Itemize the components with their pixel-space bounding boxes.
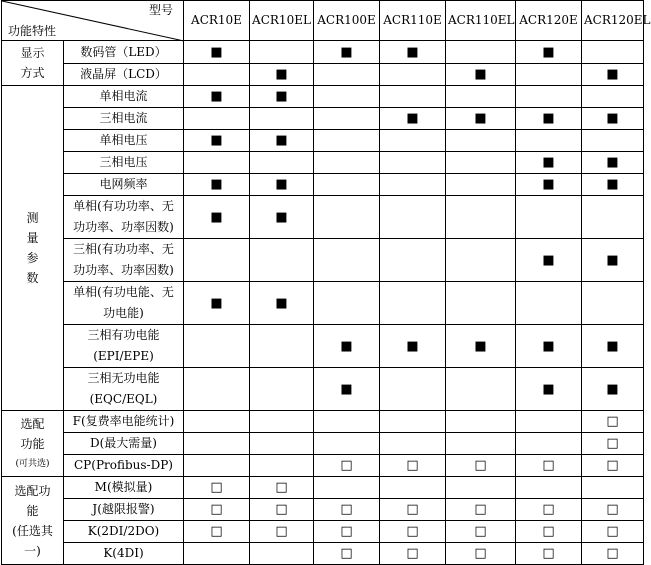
support-cell-acr10el — [250, 130, 314, 152]
standard-feature-mark: ■ — [275, 89, 288, 104]
standard-feature-mark: ■ — [210, 133, 223, 148]
standard-feature-mark: ■ — [606, 155, 619, 170]
support-cell-acr100e — [314, 108, 380, 130]
support-cell-acr110e — [380, 196, 446, 239]
support-cell-acr110e — [380, 433, 446, 455]
support-cell-acr10el — [250, 368, 314, 411]
support-cell-acr10el — [250, 41, 314, 64]
table-row — [2, 325, 644, 368]
feature-name-cell: 数码管（LED） — [64, 41, 184, 64]
feature-name-line: 单相(有功电能、无 — [73, 285, 174, 299]
table-row — [2, 433, 644, 455]
support-cell-acr100e — [314, 64, 380, 86]
optional-feature-mark: □ — [606, 414, 619, 429]
standard-feature-mark: ■ — [542, 381, 555, 397]
support-cell-acr120e — [516, 41, 582, 64]
support-cell-acr10e — [184, 282, 250, 325]
support-cell-acr110e — [380, 282, 446, 325]
support-cell-acr10e — [184, 543, 250, 565]
optional-feature-mark: □ — [542, 546, 555, 561]
support-cell-acr100e — [314, 196, 380, 239]
group-display-mode-label-line: 显示 — [20, 46, 45, 60]
support-cell-acr100e — [314, 433, 380, 455]
support-cell-acr120el — [582, 108, 644, 130]
feature-name-line: 三相无功电能 — [87, 371, 160, 385]
model-header-acr10el: ACR10EL — [250, 1, 314, 41]
support-cell-acr10e — [184, 196, 250, 239]
group-optional-choose-one-cell — [2, 477, 64, 565]
support-cell-acr10el — [250, 108, 314, 130]
support-cell-acr120e — [516, 543, 582, 565]
support-cell-acr110e — [380, 41, 446, 64]
support-cell-acr110e — [380, 239, 446, 282]
feature-name-cell: K(4DI) — [64, 543, 184, 565]
support-cell-acr120el — [582, 41, 644, 64]
support-cell-acr10e — [184, 433, 250, 455]
support-cell-acr100e — [314, 130, 380, 152]
standard-feature-mark: ■ — [474, 111, 487, 126]
optional-feature-mark: □ — [275, 480, 288, 495]
standard-feature-mark: ■ — [606, 67, 619, 82]
support-cell-acr110e — [380, 543, 446, 565]
support-cell-acr120el — [582, 64, 644, 86]
support-cell-acr110el — [446, 108, 516, 130]
table-row — [2, 64, 644, 86]
support-cell-acr110e — [380, 368, 446, 411]
group-optional-combinable-cell — [2, 411, 64, 477]
support-cell-acr10e — [184, 41, 250, 64]
support-cell-acr110e — [380, 521, 446, 543]
table-row — [2, 130, 644, 152]
optional-feature-mark: □ — [340, 524, 353, 539]
support-cell-acr100e — [314, 368, 380, 411]
support-cell-acr10e — [184, 368, 250, 411]
support-cell-acr120el — [582, 86, 644, 108]
support-cell-acr120el — [582, 499, 644, 521]
model-header-acr110el: ACR110EL — [446, 1, 516, 41]
standard-feature-mark: ■ — [275, 133, 288, 148]
optional-feature-mark: □ — [210, 502, 223, 517]
support-cell-acr110e — [380, 499, 446, 521]
support-cell-acr110el — [446, 196, 516, 239]
support-cell-acr120el — [582, 521, 644, 543]
optional-feature-mark: □ — [474, 546, 487, 561]
support-cell-acr120el — [582, 130, 644, 152]
support-cell-acr110e — [380, 64, 446, 86]
support-cell-acr120e — [516, 325, 582, 368]
support-cell-acr10e — [184, 86, 250, 108]
support-cell-acr100e — [314, 152, 380, 174]
feature-name-cell: 三相电压 — [64, 152, 184, 174]
support-cell-acr100e — [314, 499, 380, 521]
support-cell-acr110e — [380, 411, 446, 433]
support-cell-acr10e — [184, 239, 250, 282]
model-header-acr100e: ACR100E — [314, 1, 380, 41]
support-cell-acr110el — [446, 282, 516, 325]
optional-feature-mark: □ — [406, 546, 419, 561]
support-cell-acr100e — [314, 282, 380, 325]
support-cell-acr110el — [446, 174, 516, 196]
support-cell-acr120el — [582, 543, 644, 565]
optional-feature-mark: □ — [542, 458, 555, 473]
standard-feature-mark: ■ — [606, 338, 619, 354]
table-row — [2, 499, 644, 521]
standard-feature-mark: ■ — [542, 177, 555, 192]
feature-name-cell: 电网频率 — [64, 174, 184, 196]
table-row — [2, 108, 644, 130]
table-row — [2, 196, 644, 239]
support-cell-acr10el — [250, 64, 314, 86]
optional-feature-mark: □ — [406, 524, 419, 539]
support-cell-acr120el — [582, 433, 644, 455]
support-cell-acr110e — [380, 152, 446, 174]
support-cell-acr10el — [250, 239, 314, 282]
support-cell-acr100e — [314, 239, 380, 282]
table-row — [2, 368, 644, 411]
support-cell-acr110el — [446, 152, 516, 174]
support-cell-acr120el — [582, 174, 644, 196]
support-cell-acr10el — [250, 433, 314, 455]
optional-feature-mark: □ — [606, 458, 619, 473]
support-cell-acr10e — [184, 130, 250, 152]
standard-feature-mark: ■ — [606, 111, 619, 126]
support-cell-acr10e — [184, 152, 250, 174]
support-cell-acr110e — [380, 130, 446, 152]
feature-name-cell: 单相电压 — [64, 130, 184, 152]
standard-feature-mark: ■ — [606, 177, 619, 192]
standard-feature-mark: ■ — [606, 252, 619, 268]
support-cell-acr120e — [516, 477, 582, 499]
table-row — [2, 543, 644, 565]
support-cell-acr110e — [380, 174, 446, 196]
optional-feature-mark: □ — [606, 524, 619, 539]
optional-feature-mark: □ — [340, 458, 353, 473]
support-cell-acr120el — [582, 152, 644, 174]
group-measurement-params-label-line: 测 — [26, 211, 39, 225]
feature-name-cell — [64, 368, 184, 411]
table-row — [2, 411, 644, 433]
support-cell-acr120e — [516, 196, 582, 239]
support-cell-acr110el — [446, 499, 516, 521]
support-cell-acr120e — [516, 130, 582, 152]
group-optional-combinable-label-line: 选配 — [20, 416, 45, 431]
standard-feature-mark: ■ — [474, 67, 487, 82]
support-cell-acr110e — [380, 86, 446, 108]
group-optional-choose-one-label-line: 能 — [26, 503, 39, 518]
support-cell-acr120el — [582, 455, 644, 477]
support-cell-acr100e — [314, 41, 380, 64]
optional-feature-mark: □ — [340, 546, 353, 561]
support-cell-acr120e — [516, 86, 582, 108]
support-cell-acr10el — [250, 152, 314, 174]
support-cell-acr10el — [250, 543, 314, 565]
optional-feature-mark: □ — [275, 524, 288, 539]
model-header-acr10e: ACR10E — [184, 1, 250, 41]
table-row — [2, 521, 644, 543]
feature-name-line: 单相(有功功率、无 — [73, 199, 174, 213]
group-optional-choose-one-label-line: 选配功 — [14, 483, 51, 498]
header-row — [2, 1, 644, 41]
feature-name-cell: J(越限报警) — [64, 499, 184, 521]
support-cell-acr100e — [314, 86, 380, 108]
support-cell-acr110el — [446, 455, 516, 477]
group-optional-combinable-label-line: (可共选) — [15, 458, 50, 469]
support-cell-acr10el — [250, 455, 314, 477]
corner-feature-label: 功能特性 — [8, 24, 57, 38]
support-cell-acr120el — [582, 196, 644, 239]
support-cell-acr120el — [582, 282, 644, 325]
model-header-acr110e: ACR110E — [380, 1, 446, 41]
optional-feature-mark: □ — [210, 480, 223, 495]
feature-name-line: 三相(有功功率、无 — [73, 242, 174, 256]
optional-feature-mark: □ — [474, 502, 487, 517]
group-optional-choose-one-label-line: (任选其 — [12, 523, 53, 538]
optional-feature-mark: □ — [606, 546, 619, 561]
feature-name-line: (EPI/EPE) — [93, 349, 154, 363]
feature-name-line: 三相有功电能 — [87, 328, 160, 342]
standard-feature-mark: ■ — [340, 44, 353, 60]
support-cell-acr120el — [582, 477, 644, 499]
standard-feature-mark: ■ — [406, 338, 419, 354]
optional-feature-mark: □ — [210, 524, 223, 539]
support-cell-acr120e — [516, 108, 582, 130]
support-cell-acr10el — [250, 174, 314, 196]
support-cell-acr120e — [516, 455, 582, 477]
table-row — [2, 152, 644, 174]
group-measurement-params-label-line: 量 — [26, 231, 39, 245]
feature-name-cell — [64, 196, 184, 239]
optional-feature-mark: □ — [606, 436, 619, 451]
standard-feature-mark: ■ — [406, 111, 419, 126]
group-optional-choose-one-label-line: 一) — [24, 543, 41, 558]
support-cell-acr120e — [516, 499, 582, 521]
standard-feature-mark: ■ — [542, 111, 555, 126]
group-display-mode-cell — [2, 41, 64, 86]
feature-name-cell — [64, 239, 184, 282]
support-cell-acr110el — [446, 477, 516, 499]
support-cell-acr120el — [582, 325, 644, 368]
support-cell-acr10e — [184, 411, 250, 433]
support-cell-acr100e — [314, 521, 380, 543]
optional-feature-mark: □ — [406, 502, 419, 517]
group-measurement-params-cell — [2, 86, 64, 411]
group-display-mode-label-line: 方式 — [20, 66, 45, 80]
support-cell-acr120el — [582, 368, 644, 411]
feature-name-cell: M(模拟量) — [64, 477, 184, 499]
optional-feature-mark: □ — [606, 502, 619, 517]
standard-feature-mark: ■ — [275, 67, 288, 82]
feature-name-line: 功电能) — [103, 306, 144, 320]
table-row — [2, 282, 644, 325]
standard-feature-mark: ■ — [275, 177, 288, 192]
standard-feature-mark: ■ — [606, 381, 619, 397]
support-cell-acr110e — [380, 455, 446, 477]
standard-feature-mark: ■ — [542, 338, 555, 354]
corner-model-label: 型号 — [148, 3, 173, 17]
support-cell-acr110el — [446, 325, 516, 368]
table-row — [2, 86, 644, 108]
standard-feature-mark: ■ — [210, 209, 223, 225]
support-cell-acr120e — [516, 282, 582, 325]
standard-feature-mark: ■ — [406, 44, 419, 60]
optional-feature-mark: □ — [542, 502, 555, 517]
optional-feature-mark: □ — [340, 502, 353, 517]
feature-name-cell: F(复费率电能统计) — [64, 411, 184, 433]
support-cell-acr10e — [184, 521, 250, 543]
support-cell-acr100e — [314, 455, 380, 477]
optional-feature-mark: □ — [406, 458, 419, 473]
table-row — [2, 41, 644, 64]
feature-name-cell: CP(Profibus-DP) — [64, 455, 184, 477]
support-cell-acr120e — [516, 521, 582, 543]
support-cell-acr100e — [314, 477, 380, 499]
support-cell-acr10el — [250, 196, 314, 239]
feature-name-line: 功功率、功率因数) — [73, 263, 174, 277]
support-cell-acr10e — [184, 174, 250, 196]
support-cell-acr110el — [446, 543, 516, 565]
standard-feature-mark: ■ — [210, 177, 223, 192]
support-cell-acr10e — [184, 325, 250, 368]
table-row — [2, 174, 644, 196]
support-cell-acr110el — [446, 130, 516, 152]
support-cell-acr110el — [446, 86, 516, 108]
support-cell-acr120e — [516, 411, 582, 433]
support-cell-acr100e — [314, 325, 380, 368]
feature-name-cell: K(2DI/2DO) — [64, 521, 184, 543]
support-cell-acr120e — [516, 368, 582, 411]
corner-header-cell — [2, 1, 184, 41]
feature-name-cell — [64, 282, 184, 325]
support-cell-acr10e — [184, 64, 250, 86]
support-cell-acr120el — [582, 239, 644, 282]
standard-feature-mark: ■ — [210, 295, 223, 311]
support-cell-acr10el — [250, 411, 314, 433]
standard-feature-mark: ■ — [210, 89, 223, 104]
support-cell-acr100e — [314, 543, 380, 565]
support-cell-acr120e — [516, 64, 582, 86]
table-row — [2, 477, 644, 499]
optional-feature-mark: □ — [542, 524, 555, 539]
feature-name-cell — [64, 325, 184, 368]
feature-name-cell: 单相电流 — [64, 86, 184, 108]
standard-feature-mark: ■ — [542, 44, 555, 60]
standard-feature-mark: ■ — [275, 209, 288, 225]
support-cell-acr110el — [446, 521, 516, 543]
standard-feature-mark: ■ — [542, 252, 555, 268]
feature-matrix-table — [1, 0, 651, 565]
optional-feature-mark: □ — [474, 524, 487, 539]
support-cell-acr10el — [250, 282, 314, 325]
group-measurement-params-label-line: 参 — [26, 251, 39, 265]
standard-feature-mark: ■ — [275, 295, 288, 311]
support-cell-acr110e — [380, 477, 446, 499]
support-cell-acr110e — [380, 108, 446, 130]
table-row — [2, 455, 644, 477]
support-cell-acr10el — [250, 477, 314, 499]
support-cell-acr120e — [516, 174, 582, 196]
standard-feature-mark: ■ — [210, 44, 223, 60]
support-cell-acr10e — [184, 477, 250, 499]
standard-feature-mark: ■ — [340, 338, 353, 354]
support-cell-acr110el — [446, 411, 516, 433]
table-row — [2, 239, 644, 282]
group-optional-combinable-label-line: 功能 — [20, 436, 45, 451]
optional-feature-mark: □ — [474, 458, 487, 473]
support-cell-acr10e — [184, 455, 250, 477]
support-cell-acr10el — [250, 325, 314, 368]
support-cell-acr110el — [446, 64, 516, 86]
feature-name-line: 功功率、功率因数) — [73, 220, 174, 234]
standard-feature-mark: ■ — [542, 155, 555, 170]
support-cell-acr10el — [250, 499, 314, 521]
support-cell-acr10e — [184, 108, 250, 130]
support-cell-acr120e — [516, 239, 582, 282]
model-header-acr120el: ACR120EL — [582, 1, 644, 41]
support-cell-acr100e — [314, 174, 380, 196]
model-header-acr120e: ACR120E — [516, 1, 582, 41]
standard-feature-mark: ■ — [474, 338, 487, 354]
optional-feature-mark: □ — [275, 502, 288, 517]
support-cell-acr110e — [380, 325, 446, 368]
group-measurement-params-label-line: 数 — [26, 271, 39, 285]
feature-name-line: (EQC/EQL) — [89, 392, 158, 406]
support-cell-acr110el — [446, 41, 516, 64]
support-cell-acr120e — [516, 152, 582, 174]
support-cell-acr10e — [184, 499, 250, 521]
feature-name-cell: D(最大需量) — [64, 433, 184, 455]
support-cell-acr110el — [446, 433, 516, 455]
feature-name-cell: 三相电流 — [64, 108, 184, 130]
support-cell-acr110el — [446, 368, 516, 411]
support-cell-acr120e — [516, 433, 582, 455]
support-cell-acr10el — [250, 86, 314, 108]
support-cell-acr10el — [250, 521, 314, 543]
standard-feature-mark: ■ — [340, 381, 353, 397]
support-cell-acr110el — [446, 239, 516, 282]
support-cell-acr120el — [582, 411, 644, 433]
support-cell-acr100e — [314, 411, 380, 433]
feature-name-cell: 液晶屏（LCD） — [64, 64, 184, 86]
